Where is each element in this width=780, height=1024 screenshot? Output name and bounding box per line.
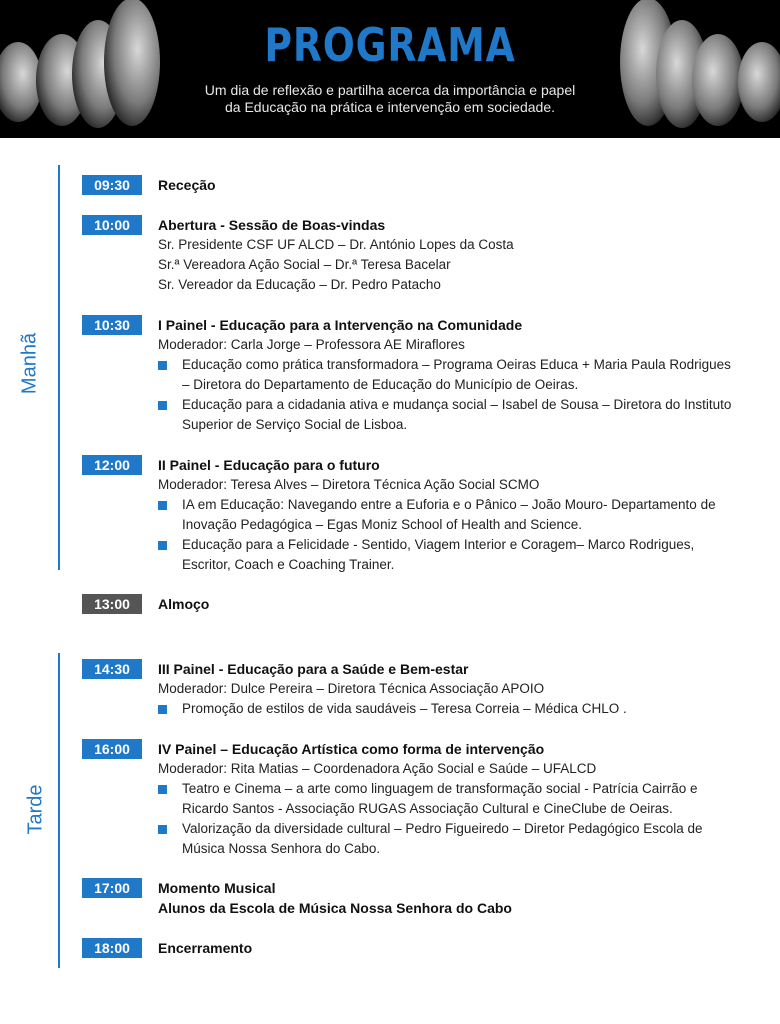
time-badge: 16:00 [82,739,142,759]
entry-title: Encerramento [158,940,253,956]
bullet-square-icon [158,361,167,370]
bullet-line: – Diretora do Departamento de Educação do Município de Oeiras. [182,377,579,392]
entry-title: III Painel - Educação para a Saúde e Bem-estar [158,661,469,677]
bullet-line: Teatro e Cinema – a arte como linguagem de transformação social - Patrícia Cairrão e [182,781,698,796]
entry-line: Sr. Vereador da Educação – Dr. Pedro Patacho [158,277,441,292]
time-badge: 10:30 [82,315,142,335]
time-badge: 14:30 [82,659,142,679]
section-label-afternoon: Tarde [24,784,47,835]
bullet-line: Superior de Serviço Social de Lisboa. [182,417,408,432]
bullet-square-icon [158,705,167,714]
time-badge: 12:00 [82,455,142,475]
entry-subtitle: Alunos da Escola de Música Nossa Senhora do Cabo [158,900,512,916]
subtitle-line: da Educação na prática e intervenção em sociedade. [225,99,555,115]
page-subtitle [170,82,610,116]
time-badge: 13:00 [82,594,142,614]
bullet-item [158,355,762,395]
moderator: Moderador: Rita Matias – Coordenadora Ação Social e Saúde – UFALCD [158,761,597,776]
entry-title: Almoço [158,596,210,612]
time-badge: 18:00 [82,938,142,958]
time-badge: 17:00 [82,878,142,898]
bullet-line: Valorização da diversidade cultural – Pedro Figueiredo – Diretor Pedagógico Escola de [182,821,703,836]
entry-title: Abertura - Sessão de Boas-vindas [158,217,386,233]
time-badge: 09:30 [82,175,142,195]
bullet-line: Educação como prática transformadora – Programa Oeiras Educa + Maria Paula Rodrigues [182,357,731,372]
bullet-item [158,395,762,435]
moderator: Moderador: Teresa Alves – Diretora Técnica Ação Social SCMO [158,477,540,492]
bullet-item [158,535,762,575]
bullet-item [158,819,762,859]
section-label-morning: Manhã [18,332,41,395]
bullet-line: Promoção de estilos de vida saudáveis – Teresa Correia – Médica CHLO . [182,701,627,716]
moderator: Moderador: Dulce Pereira – Diretora Técnica Associação APOIO [158,681,545,696]
entry-title: I Painel - Educação para a Intervenção na Comunidade [158,317,523,333]
bullet-line: Ricardo Santos - Associação RUGAS Associação Cultural e CineClube de Oeiras. [182,801,673,816]
bullet-line: Escritor, Coach e Coaching Trainer. [182,557,395,572]
bullet-line: Música Nossa Senhora do Cabo. [182,841,381,856]
subtitle-line: Um dia de reflexão e partilha acerca da importância e papel [204,82,576,98]
header-banner [0,0,780,138]
entry-line: Sr.ª Vereadora Ação Social – Dr.ª Teresa Bacelar [158,257,451,272]
bullet-item [158,495,762,535]
bullet-line: Educação para a Felicidade - Sentido, Viagem Interior e Coragem– Marco Rodrigues, [182,537,695,552]
bullet-square-icon [158,541,167,550]
entry-title: IV Painel – Educação Artística como forma de intervenção [158,741,545,757]
bullet-square-icon [158,501,167,510]
bullet-square-icon [158,825,167,834]
bullet-square-icon [158,401,167,410]
moderator: Moderador: Carla Jorge – Professora AE Miraflores [158,337,465,352]
bullet-item [158,779,762,819]
bullet-line: Educação para a cidadania ativa e mudança social – Isabel de Sousa – Diretora do Instituto [182,397,732,412]
entry-title: II Painel - Educação para o futuro [158,457,380,473]
bullet-line: IA em Educação: Navegando entre a Euforia e o Pânico – João Mouro- Departamento de [182,497,716,512]
morning-divider-line [58,165,60,570]
afternoon-divider-line [58,653,60,968]
entry-title: Receção [158,177,216,193]
bullet-square-icon [158,785,167,794]
bullet-item [158,699,762,719]
entry-line: Sr. Presidente CSF UF ALCD – Dr. António Lopes da Costa [158,237,514,252]
page-title: PROGRAMA [264,18,516,72]
time-badge: 10:00 [82,215,142,235]
bullet-line: Inovação Pedagógica – Egas Moniz School of Health and Science. [182,517,583,532]
entry-title: Momento Musical [158,880,276,896]
